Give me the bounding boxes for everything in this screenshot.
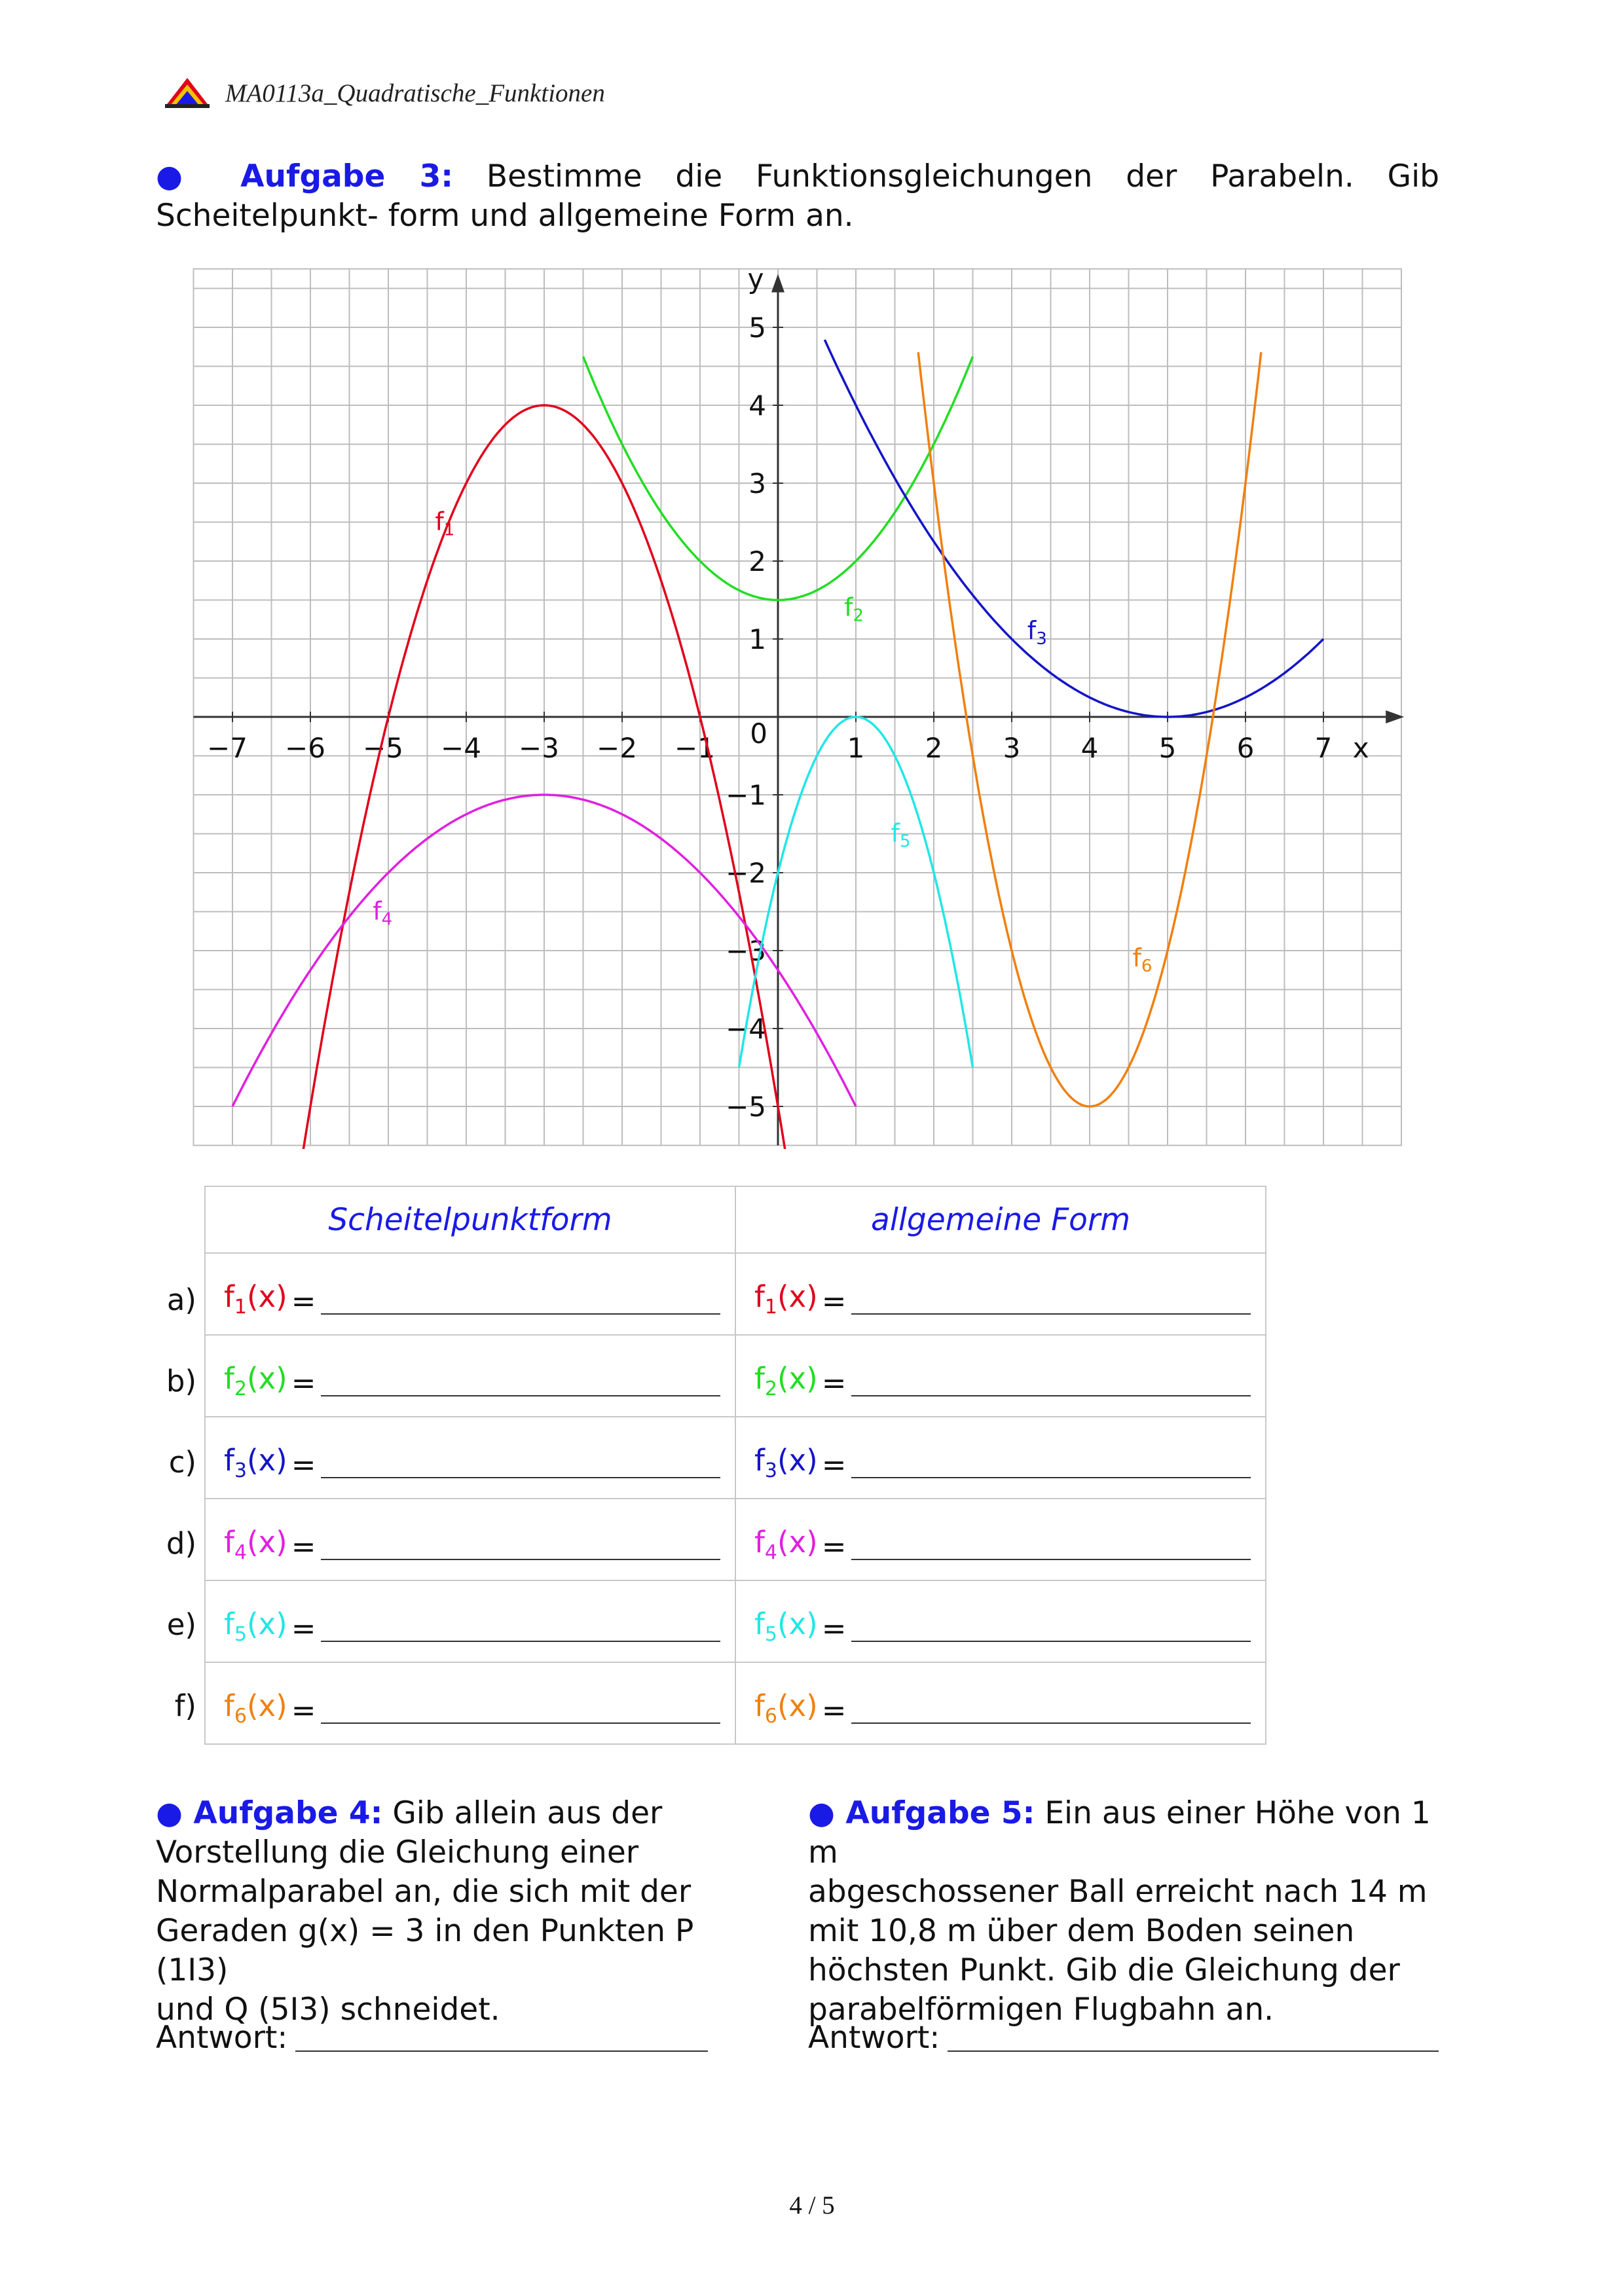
x-axis-label: x: [1352, 732, 1369, 764]
row-letter: d): [166, 1526, 196, 1561]
y-tick-label: 4: [748, 390, 766, 422]
fn-index: 1: [234, 1296, 247, 1319]
answer-cell: [206, 1259, 735, 1329]
fn-index: 4: [764, 1541, 777, 1564]
fn-base: f: [224, 1525, 234, 1559]
fn-arg: (x): [246, 1443, 287, 1478]
x-tick-label: 2: [925, 732, 943, 764]
answer-cell: [736, 1504, 1265, 1575]
equals-sign: =: [291, 1366, 316, 1400]
answer-cell: [206, 1586, 735, 1656]
cell-allgemeine-form: [735, 1499, 1266, 1580]
function-name: [224, 1688, 287, 1728]
x-tick-label: 7: [1314, 732, 1333, 764]
answer-line[interactable]: [321, 1389, 720, 1396]
curve-label-base: f: [1027, 616, 1037, 645]
cell-scheitelpunktform: [205, 1335, 735, 1417]
answer-cell: [736, 1586, 1265, 1656]
task5-line: mit 10,8 m über dem Boden seinen: [808, 1913, 1355, 1949]
answer-line[interactable]: [851, 1307, 1251, 1315]
function-name: [754, 1688, 818, 1728]
y-axis-label: y: [747, 263, 764, 295]
fn-arg: (x): [777, 1443, 818, 1478]
answer-cell: [736, 1423, 1265, 1493]
x-tick-label: −1: [674, 732, 715, 764]
answer-line[interactable]: [321, 1552, 720, 1560]
cell-allgemeine-form: [735, 1417, 1266, 1499]
answer-line[interactable]: [851, 1389, 1251, 1396]
fn-index: 2: [234, 1377, 247, 1400]
x-tick-label: −3: [519, 732, 559, 764]
task4-line: und Q (5I3) schneidet.: [156, 1992, 500, 2028]
row-letter: c): [168, 1445, 196, 1480]
y-tick-label: 3: [748, 467, 766, 500]
fn-base: f: [754, 1688, 765, 1723]
fn-arg: (x): [777, 1361, 818, 1396]
curve-label-f5: [891, 818, 911, 851]
table-row: [205, 1499, 1266, 1580]
fn-index: 5: [764, 1623, 777, 1646]
curve-label-index: 6: [1141, 956, 1153, 976]
x-tick-label: 4: [1080, 732, 1099, 764]
curve-label-index: 1: [443, 520, 455, 540]
function-name: [224, 1361, 287, 1400]
document-header: [164, 73, 605, 113]
answer-line[interactable]: [851, 1716, 1251, 1724]
y-axis-arrow-icon: [771, 274, 784, 292]
task5-answer-label: Antwort:: [808, 2020, 940, 2056]
y-tick-label: 5: [748, 312, 766, 344]
row-letter: e): [166, 1607, 196, 1642]
x-tick-label: 5: [1158, 732, 1177, 764]
x-tick-label: −6: [285, 732, 325, 764]
fn-arg: (x): [777, 1607, 818, 1641]
row-letter: a): [166, 1283, 196, 1317]
x-tick-label: −4: [441, 732, 481, 764]
x-tick-label: 1: [847, 732, 865, 764]
equals-sign: =: [821, 1529, 847, 1564]
task5-line: abgeschossener Ball erreicht nach 14 m: [808, 1874, 1428, 1910]
answer-line[interactable]: [321, 1716, 720, 1724]
task4-line: Normalparabel an, die sich mit der: [156, 1874, 692, 1910]
function-name: [754, 1443, 818, 1482]
fn-arg: (x): [777, 1525, 818, 1559]
cell-allgemeine-form: [735, 1580, 1266, 1662]
fn-arg: (x): [246, 1361, 287, 1396]
task4-text: [156, 1794, 745, 2030]
x-tick-label: −7: [207, 732, 248, 764]
task4-line: Geraden g(x) = 3 in den Punkten P (1I3): [156, 1913, 694, 1988]
task5-answer: [808, 2020, 1439, 2056]
answer-cell: [736, 1341, 1265, 1411]
y-tick-label: −4: [726, 1013, 766, 1045]
curve-label-base: f: [844, 592, 853, 622]
curve-label-f2: [844, 592, 864, 625]
fn-index: 6: [764, 1705, 777, 1728]
cell-scheitelpunktform: [205, 1662, 735, 1744]
task3-text: [156, 157, 1439, 236]
fn-index: 3: [764, 1459, 777, 1482]
answer-cell: [736, 1259, 1265, 1329]
function-name: [224, 1279, 287, 1319]
function-name: [754, 1525, 818, 1564]
fn-arg: (x): [777, 1688, 818, 1723]
parabola-chart: [177, 246, 1421, 1149]
task4-label: ● Aufgabe 4:: [156, 1795, 383, 1831]
fn-arg: (x): [246, 1607, 287, 1641]
table-row: [205, 1253, 1266, 1335]
document-title: MA0113a_Quadratische_Funktionen: [225, 79, 605, 107]
row-letter: b): [166, 1364, 196, 1398]
cell-scheitelpunktform: [205, 1580, 735, 1662]
answer-line[interactable]: [851, 1634, 1251, 1642]
function-name: [224, 1525, 287, 1564]
x-tick-label: 6: [1236, 732, 1255, 764]
curve-label-f4: [373, 896, 392, 929]
equals-sign: =: [821, 1366, 847, 1400]
task4-line: Gib allein aus der: [382, 1795, 663, 1831]
header-scheitelpunktform: Scheitelpunktform: [205, 1186, 735, 1253]
fn-index: 3: [234, 1459, 247, 1482]
task5-label: ● Aufgabe 5:: [808, 1795, 1035, 1831]
fn-base: f: [224, 1279, 234, 1314]
equals-sign: =: [291, 1611, 316, 1646]
equals-sign: =: [291, 1693, 316, 1728]
y-tick-label: −2: [726, 857, 766, 889]
task4-answer-line[interactable]: [295, 2044, 708, 2052]
curve-label-base: f: [1132, 943, 1141, 972]
equals-sign: =: [821, 1693, 847, 1728]
fn-base: f: [754, 1607, 765, 1641]
y-tick-label: 1: [748, 623, 766, 655]
task5-line: Ein aus einer Höhe von 1 m: [808, 1795, 1431, 1870]
y-tick-label: 2: [748, 545, 766, 577]
table-header-row: [205, 1186, 1266, 1253]
task3-label: ● Aufgabe 3:: [156, 158, 454, 194]
answer-line[interactable]: [321, 1470, 720, 1478]
origin-label: 0: [750, 718, 767, 750]
task3-body: Bestimme die Funktionsgleichungen der Parabeln. Gib Scheitelpunkt- form und allgemeine Form an.: [156, 158, 1439, 234]
curve-label-index: 3: [1036, 629, 1047, 649]
task5-line: parabelförmigen Flugbahn an.: [808, 1992, 1274, 2028]
y-tick-label: −5: [726, 1091, 766, 1123]
cell-allgemeine-form: [735, 1662, 1266, 1744]
table-row: [205, 1417, 1266, 1499]
answer-line[interactable]: [851, 1470, 1251, 1478]
cell-scheitelpunktform: [205, 1253, 735, 1335]
answer-cell: [736, 1668, 1265, 1738]
task4-answer: [156, 2020, 708, 2056]
fn-index: 5: [234, 1623, 247, 1646]
function-name: [754, 1279, 818, 1319]
fn-base: f: [754, 1525, 765, 1559]
fn-arg: (x): [246, 1279, 287, 1314]
curve-label-index: 5: [899, 831, 911, 852]
fn-index: 2: [764, 1377, 777, 1400]
fn-base: f: [224, 1688, 234, 1723]
fn-arg: (x): [777, 1279, 818, 1314]
page-number: 4 / 5: [789, 2191, 835, 2219]
fn-base: f: [754, 1361, 765, 1396]
curve-label-base: f: [891, 818, 900, 848]
fn-arg: (x): [246, 1688, 287, 1723]
equals-sign: =: [821, 1448, 847, 1482]
equals-sign: =: [291, 1284, 316, 1319]
answer-line[interactable]: [321, 1307, 720, 1315]
table-row: [205, 1580, 1266, 1662]
fn-base: f: [754, 1443, 765, 1478]
equals-sign: =: [821, 1284, 847, 1319]
fn-base: f: [224, 1607, 234, 1641]
row-letter: f): [174, 1688, 196, 1723]
answer-cell: [206, 1504, 735, 1575]
answer-cell: [206, 1423, 735, 1493]
cell-scheitelpunktform: [205, 1417, 735, 1499]
answer-table: [204, 1186, 1266, 1745]
function-name: [754, 1361, 818, 1400]
curve-label-f1: [435, 507, 454, 539]
parabola-f3: [824, 340, 1323, 717]
fn-base: f: [224, 1443, 234, 1478]
cell-scheitelpunktform: [205, 1499, 735, 1580]
logo-icon: [164, 77, 211, 109]
x-tick-label: −2: [597, 732, 637, 764]
fn-index: 6: [234, 1705, 247, 1728]
answer-line[interactable]: [851, 1552, 1251, 1560]
header-allgemeine-form: allgemeine Form: [735, 1186, 1266, 1253]
y-tick-label: −1: [726, 779, 766, 811]
fn-index: 1: [764, 1296, 777, 1319]
equals-sign: =: [291, 1448, 316, 1482]
curve-label-base: f: [373, 896, 382, 926]
function-name: [224, 1443, 287, 1482]
task5-line: höchsten Punkt. Gib die Gleichung der: [808, 1952, 1400, 1988]
fn-base: f: [754, 1279, 765, 1314]
x-tick-label: −5: [363, 732, 403, 764]
function-name: [224, 1607, 287, 1646]
answer-cell: [206, 1341, 735, 1411]
y-tick-label: −3: [726, 935, 766, 967]
answer-cell: [206, 1668, 735, 1738]
curve-label-index: 2: [853, 606, 864, 626]
equals-sign: =: [821, 1611, 847, 1646]
curve-label-f3: [1027, 616, 1047, 649]
function-name: [754, 1607, 818, 1646]
task4-answer-label: Antwort:: [156, 2020, 288, 2056]
curve-label-f6: [1132, 943, 1152, 976]
table-row: [205, 1662, 1266, 1744]
answer-line[interactable]: [321, 1634, 720, 1642]
table-row: [205, 1335, 1266, 1417]
curve-label-index: 4: [381, 909, 393, 930]
equals-sign: =: [291, 1529, 316, 1564]
task5-text: [808, 1794, 1463, 2030]
fn-arg: (x): [246, 1525, 287, 1559]
cell-allgemeine-form: [735, 1253, 1266, 1335]
x-tick-label: 3: [1003, 732, 1021, 764]
fn-index: 4: [234, 1541, 247, 1564]
cell-allgemeine-form: [735, 1335, 1266, 1417]
task5-answer-line[interactable]: [948, 2044, 1439, 2052]
fn-base: f: [224, 1361, 234, 1396]
task4-line: Vorstellung die Gleichung einer: [156, 1834, 639, 1870]
curve-label-base: f: [435, 507, 444, 536]
